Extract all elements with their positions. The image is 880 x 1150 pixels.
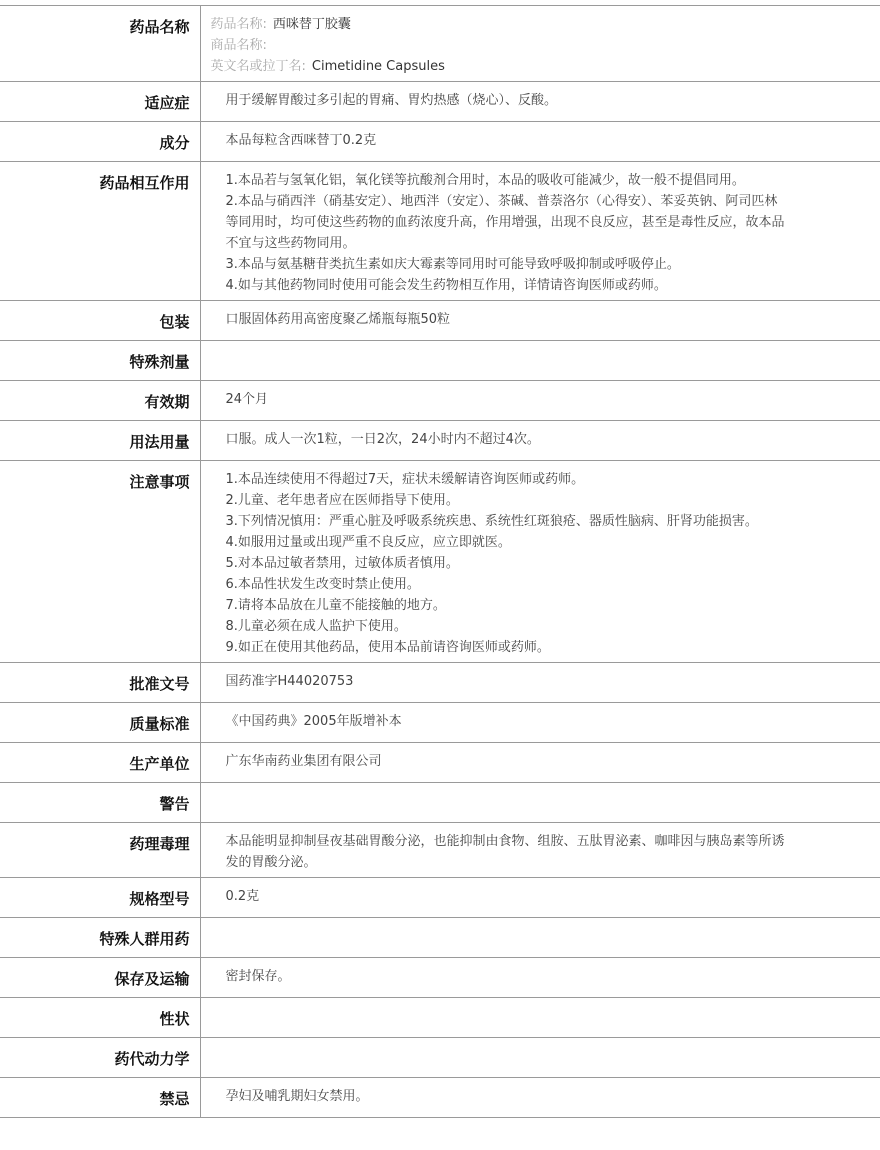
- value-line: 密封保存。: [225, 969, 291, 984]
- value-line: 2.本品与硝西泮（硝基安定）、地西泮（安定）、茶碱、普萘洛尔（心得安）、苯妥英钠、阿司匹林等同用时，均可使这些药物的血药浓度升高，作用增强，出现不良反应，甚至是毒性反应，故本品不宜与这些药物同用。: [225, 194, 785, 251]
- row-label: 药品名称: [0, 6, 200, 82]
- row-value: [200, 743, 880, 783]
- value-line: 0.2克: [225, 889, 260, 904]
- field-value: Cimetidine Capsules: [311, 59, 445, 74]
- value-line: 孕妇及哺乳期妇女禁用。: [225, 1089, 369, 1104]
- row-label: 质量标准: [0, 703, 200, 743]
- value-line: 9.如正在使用其他药品，使用本品前请咨询医师或药师。: [225, 640, 550, 655]
- value-line: 3.本品与氨基糖苷类抗生素如庆大霉素等同用时可能导致呼吸抑制或呼吸停止。: [225, 257, 680, 272]
- row-value: [200, 122, 880, 162]
- info-row: [0, 1078, 880, 1118]
- info-row: [0, 162, 880, 301]
- row-value: [200, 421, 880, 461]
- field-key: 英文名或拉丁名:: [210, 59, 306, 74]
- info-row: [0, 958, 880, 998]
- value-line: 口服固体药用高密度聚乙烯瓶每瓶50粒: [225, 312, 451, 327]
- row-label: 药代动力学: [0, 1038, 200, 1078]
- value-line: 口服。成人一次1粒，一日2次，24小时内不超过4次。: [225, 432, 540, 447]
- value-line: 本品能明显抑制昼夜基础胃酸分泌，也能抑制由食物、组胺、五肽胃泌素、咖啡因与胰岛素等所诱发的胃酸分泌。: [225, 834, 785, 870]
- value-line: 1.本品连续使用不得超过7天，症状未缓解请咨询医师或药师。: [225, 472, 585, 487]
- row-label: 性状: [0, 998, 200, 1038]
- info-row: [0, 341, 880, 381]
- value-line: 广东华南药业集团有限公司: [225, 754, 382, 769]
- value-line: 8.儿童必须在成人监护下使用。: [225, 619, 407, 634]
- info-row: [0, 301, 880, 341]
- drug-info-sheet: [0, 5, 880, 1118]
- row-label: 保存及运输: [0, 958, 200, 998]
- row-value: [200, 958, 880, 998]
- row-label: 注意事项: [0, 461, 200, 663]
- row-label: 批准文号: [0, 663, 200, 703]
- info-row: [0, 82, 880, 122]
- row-label: 特殊剂量: [0, 341, 200, 381]
- value-line: 6.本品性状发生改变时禁止使用。: [225, 577, 420, 592]
- row-label: 禁忌: [0, 1078, 200, 1118]
- row-label: 药品相互作用: [0, 162, 200, 301]
- info-row: [0, 421, 880, 461]
- value-line: 4.如与其他药物同时使用可能会发生药物相互作用，详情请咨询医师或药师。: [225, 278, 667, 293]
- info-row: [0, 663, 880, 703]
- value-line: 5.对本品过敏者禁用，过敏体质者慎用。: [225, 556, 459, 571]
- info-row: [0, 998, 880, 1038]
- row-label: 警告: [0, 783, 200, 823]
- field-value: 西咪替丁胶囊: [272, 17, 351, 32]
- field-key: 药品名称:: [210, 17, 267, 32]
- value-line: 《中国药典》2005年版增补本: [225, 714, 402, 729]
- info-row: [0, 878, 880, 918]
- row-value: [200, 823, 880, 878]
- row-label: 适应症: [0, 82, 200, 122]
- row-value: [200, 918, 880, 958]
- info-row: [0, 823, 880, 878]
- row-label: 有效期: [0, 381, 200, 421]
- value-line: 用于缓解胃酸过多引起的胃痛、胃灼热感（烧心）、反酸。: [225, 93, 558, 108]
- info-row: [0, 918, 880, 958]
- field-key: 商品名称:: [210, 38, 267, 53]
- value-line: 1.本品若与氢氧化铝，氧化镁等抗酸剂合用时，本品的吸收可能减少，故一般不提倡同用。: [225, 173, 745, 188]
- row-value: [200, 663, 880, 703]
- info-row: [0, 703, 880, 743]
- info-row: [0, 122, 880, 162]
- drug-name-block: [200, 6, 880, 82]
- info-row: [0, 1038, 880, 1078]
- drug-info-table: [0, 5, 880, 1118]
- row-value: [200, 82, 880, 122]
- row-label: 规格型号: [0, 878, 200, 918]
- value-line: 国药准字H44020753: [225, 674, 354, 689]
- english-name-row: [211, 56, 880, 77]
- value-line: 4.如服用过量或出现严重不良反应，应立即就医。: [225, 535, 511, 550]
- info-row: [0, 461, 880, 663]
- value-line: 24个月: [225, 392, 269, 407]
- row-label: 用法用量: [0, 421, 200, 461]
- row-value: [200, 461, 880, 663]
- trade-name-row: [211, 35, 880, 56]
- value-line: 3.下列情况慎用：严重心脏及呼吸系统疾患、系统性红斑狼疮、器质性脑病、肝肾功能损害。: [225, 514, 758, 529]
- row-value: [200, 878, 880, 918]
- info-row: [0, 743, 880, 783]
- row-label: 成分: [0, 122, 200, 162]
- info-row: [0, 783, 880, 823]
- row-drug-name: [0, 6, 880, 82]
- row-value: [200, 1078, 880, 1118]
- row-label: 生产单位: [0, 743, 200, 783]
- row-label: 包装: [0, 301, 200, 341]
- row-label: 药理毒理: [0, 823, 200, 878]
- row-value: [200, 162, 880, 301]
- value-line: 本品每粒含西咪替丁0.2克: [225, 133, 377, 148]
- row-value: [200, 783, 880, 823]
- row-label: 特殊人群用药: [0, 918, 200, 958]
- row-value: [200, 381, 880, 421]
- info-row: [0, 381, 880, 421]
- row-value: [200, 998, 880, 1038]
- row-value: [200, 1038, 880, 1078]
- value-line: 7.请将本品放在儿童不能接触的地方。: [225, 598, 446, 613]
- value-line: 2.儿童、老年患者应在医师指导下使用。: [225, 493, 459, 508]
- generic-name-row: [211, 14, 880, 35]
- row-value: [200, 341, 880, 381]
- row-value: [200, 301, 880, 341]
- row-value: [200, 703, 880, 743]
